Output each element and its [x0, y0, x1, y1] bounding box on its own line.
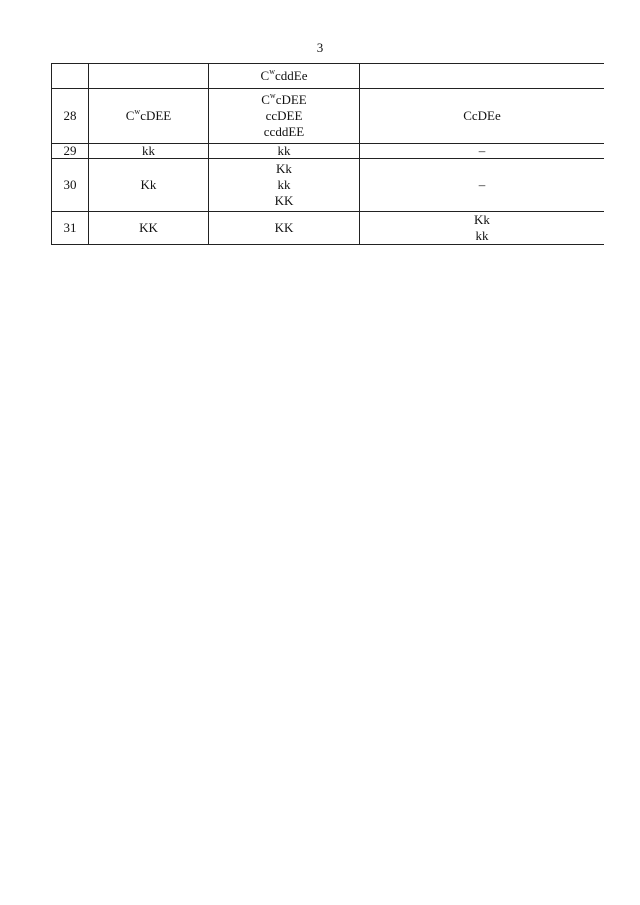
- cell-line: kk: [475, 228, 489, 243]
- table-cell: KK: [89, 212, 209, 245]
- row-number: 31: [52, 212, 89, 245]
- genotype-table: [51, 63, 604, 245]
- table-row: [52, 89, 605, 144]
- cell-line: $C^wcDEE$: [261, 91, 307, 107]
- table-cell: kk: [89, 144, 209, 159]
- table-cell: [209, 89, 360, 144]
- table-row: [52, 144, 605, 159]
- row-number: 29: [52, 144, 89, 159]
- table-cell: –: [360, 159, 605, 212]
- table-row: [52, 212, 605, 245]
- page-number: 3: [316, 40, 324, 55]
- table-cell: [52, 64, 89, 89]
- table-cell: [89, 64, 209, 89]
- table-cell: Kk: [89, 159, 209, 212]
- cell-line: Kk: [276, 161, 292, 176]
- table-row: [52, 159, 605, 212]
- table-cell: [209, 159, 360, 212]
- cell-line: KK: [274, 193, 294, 208]
- cell-line: ccDEE: [265, 108, 303, 123]
- table-cell: [209, 64, 360, 89]
- row-number: 30: [52, 159, 89, 212]
- table-cell: [360, 64, 605, 89]
- table-cell: $C^wcDEE$: [89, 89, 209, 144]
- table-cell: kk: [209, 144, 360, 159]
- cell-line: ccddEE: [263, 124, 305, 139]
- table-cell: CcDEe: [360, 89, 605, 144]
- table-cell: –: [360, 144, 605, 159]
- cell-line: kk: [277, 177, 291, 192]
- table-cell: [360, 212, 605, 245]
- table-cell: KK: [209, 212, 360, 245]
- table-row: [52, 64, 605, 89]
- cell-line: Kk: [474, 212, 490, 227]
- cell-line: $C^wcddEe$: [260, 67, 308, 83]
- row-number: 28: [52, 89, 89, 144]
